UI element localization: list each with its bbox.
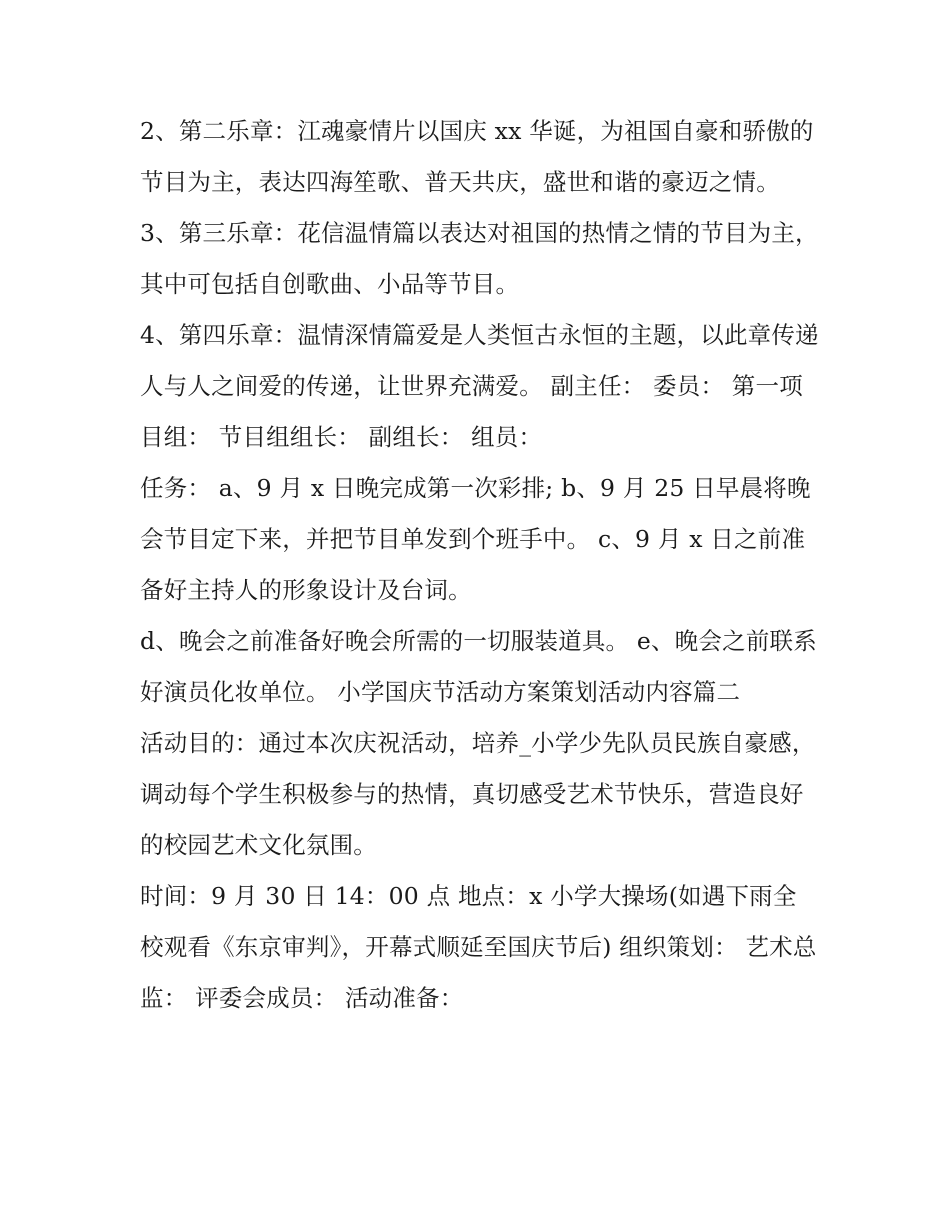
paragraph-movement-2: 2、第二乐章：江魂豪情片以国庆 xx 华诞，为祖国自豪和骄傲的节目为主，表达四海笙歌、普天共庆，盛世和谐的豪迈之情。 xyxy=(140,117,814,196)
document-body xyxy=(140,106,820,1024)
paragraph-movement-4: 4、第四乐章：温情深情篇爱是人类恒古永恒的主题，以此章传递人与人之间爱的传递，让世界充满爱。 副主任： 委员： 第一项目组： 节目组组长： 副组长： 组员： xyxy=(140,321,819,451)
paragraph-activity-purpose: 活动目的：通过本次庆祝活动，培养_小学少先队员民族自豪感，调动每个学生积极参与的热情，真切感受艺术节快乐，营造良好的校园艺术文化氛围。 xyxy=(140,729,816,859)
paragraph-movement-3: 3、第三乐章：花信温情篇以表达对祖国的热情之情的节目为主，其中可包括自创歌曲、小品等节目。 xyxy=(140,219,819,298)
paragraph-tasks-continued: d、晚会之前准备好晚会所需的一切服装道具。 e、晚会之前联系好演员化妆单位。 小学国庆节活动方案策划活动内容篇二 xyxy=(140,627,817,706)
paragraph-tasks: 任务： a、9 月 x 日晚完成第一次彩排; b、9 月 25 日早晨将晚会节目定下来，并把节目单发到个班手中。 c、9 月 x 日之前准备好主持人的形象设计及台词。 xyxy=(140,474,811,604)
paragraph-time-location: 时间：9 月 30 日 14：00 点 地点：x 小学大操场(如遇下雨全校观看《东京审判》，开幕式顺延至国庆节后) 组织策划： 艺术总监： 评委会成员： 活动准备： xyxy=(140,882,817,1012)
